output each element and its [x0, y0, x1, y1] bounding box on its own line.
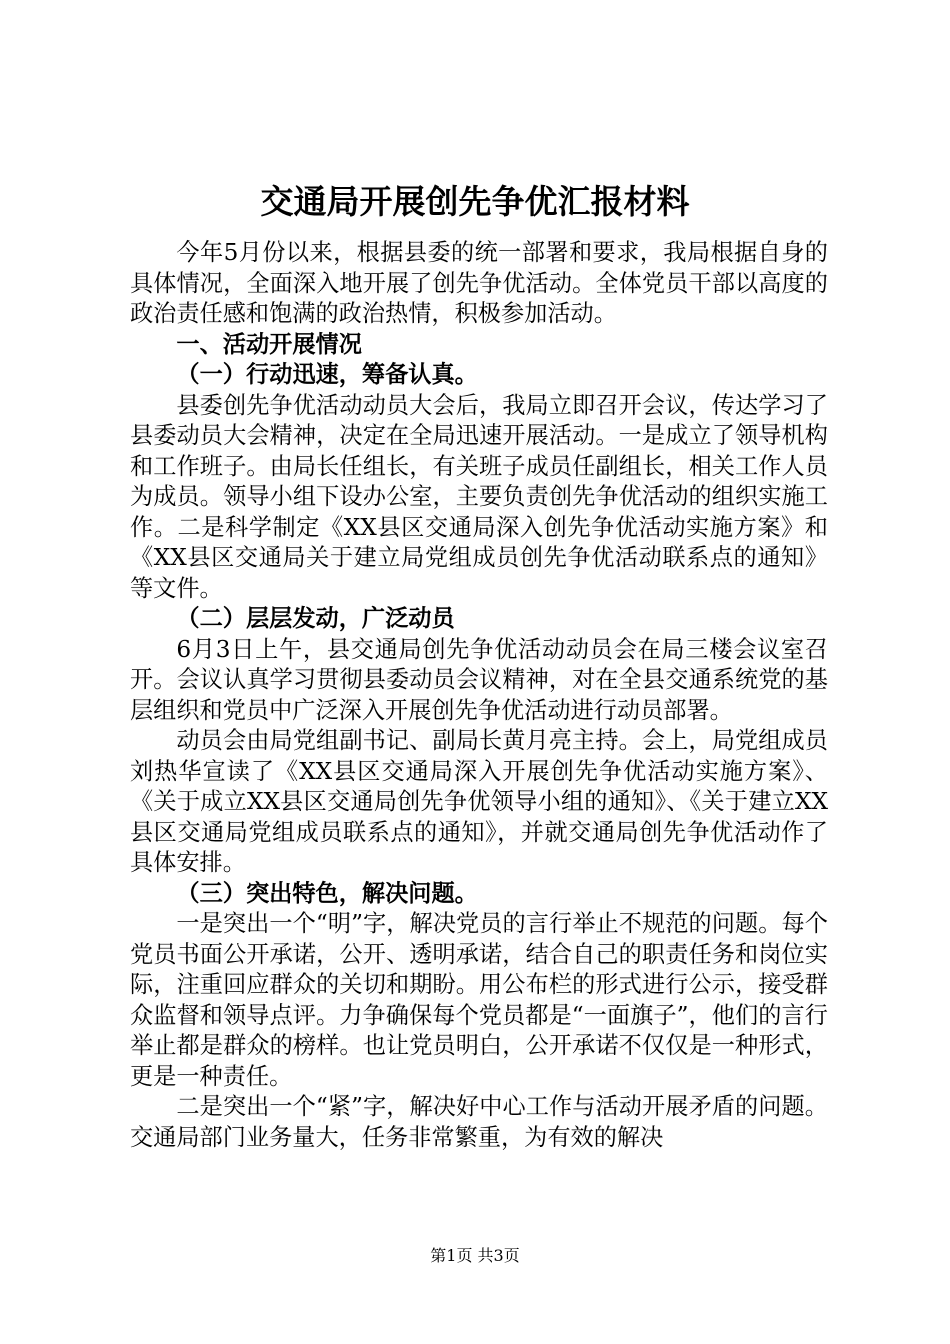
subsection-heading-2: （二）层层发动，广泛动员 — [176, 605, 455, 632]
subsection-heading-3: （三）突出特色，解决问题。 — [176, 879, 478, 907]
subsection-heading-1: （一）行动迅速，筹备认真。 — [176, 361, 478, 388]
section-heading-1: 一、活动开展情况 — [176, 330, 362, 358]
document-body — [130, 238, 828, 1153]
intro-paragraph: 今年5月份以来，根据县委的统一部署和要求，我局根据自身的具体情况，全面深入地开展了创先争优活动。全体党员干部以高度的政治责任感和饱满的政治热情，积极参加活动。 — [130, 239, 828, 327]
body-paragraph: 二是突出一个“紧”字，解决好中心工作与活动开展矛盾的问题。交通局部门业务量大，任务非常繁重，为有效的解决 — [130, 1093, 828, 1151]
body-paragraph: 6月3日上午，县交通局创先争优活动动员会在局三楼会议室召开。会议认真学习贯彻县委动员会议精神，对在全县交通系统党的基层组织和党员中广泛深入开展创先争优活动进行动员部署。 — [130, 635, 828, 724]
body-paragraph: 县委创先争优活动动员大会后，我局立即召开会议，传达学习了县委动员大会精神，决定在全局迅速开展活动。一是成立了领导机构和工作班子。由局长任组长，有关班子成员任副组长，相关工作人员为成员。领导小组下设办公室，主要负责创先争优活动的组织实施工作。二是科学制定《XX县区交通局深入创先争优活动实施方案》和《XX县区交通局关于建立局党组成员创先争优活动联系点的通知》等文件。 — [130, 391, 828, 602]
body-paragraph: 动员会由局党组副书记、副局长黄月亮主持。会上，局党组成员刘热华宣读了《XX县区交通局深入开展创先争优活动实施方案》、《关于成立XX县区交通局创先争优领导小组的通知》、《关于建立XX县区交通局党组成员联系点的通知》，并就交通局创先争优活动作了具体安排。 — [130, 727, 828, 876]
document-title: 交通局开展创先争优汇报材料 — [260, 182, 690, 221]
body-paragraph: 一是突出一个“明”字，解决党员的言行举止不规范的问题。每个党员书面公开承诺，公开、透明承诺，结合自己的职责任务和岗位实际，注重回应群众的关切和期盼。用公布栏的形式进行公示，接受群众监督和领导点评。力争确保每个党员都是“一面旗子”，他们的言行举止都是群众的榜样。也让党员明白，公开承诺不仅仅是一种形式，更是一种责任。 — [130, 910, 828, 1090]
page-footer: 第1页 共3页 — [430, 1246, 520, 1265]
